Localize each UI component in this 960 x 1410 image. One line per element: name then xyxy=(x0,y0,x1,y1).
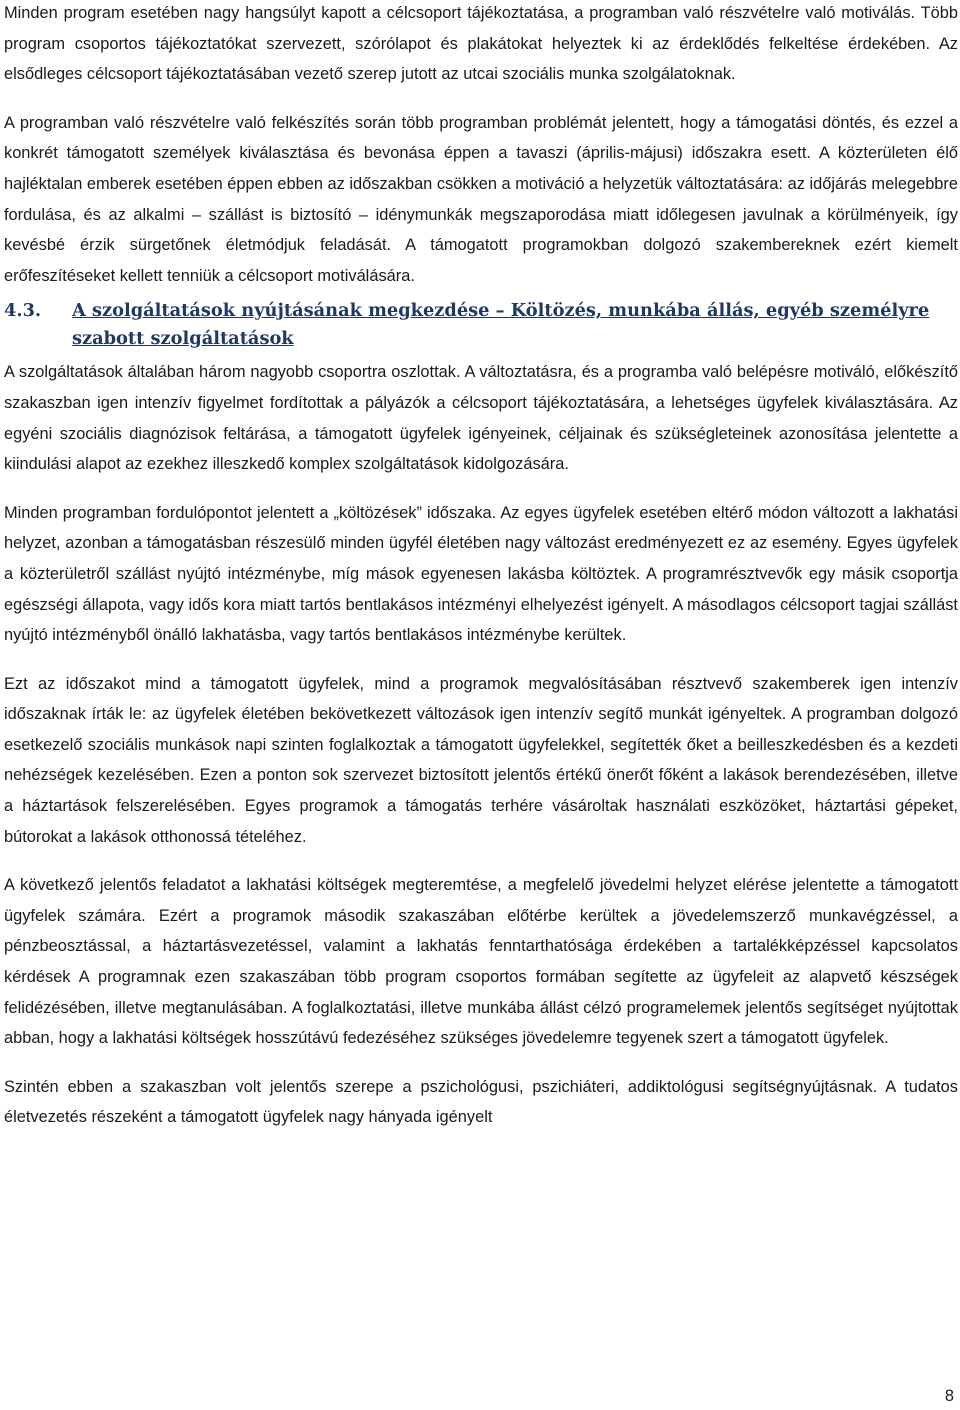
body-paragraph: A programban való részvételre való felkészítés során több programban problémát jelentett, hogy a támogatási döntés, és ezzel a konkrét támogatott személyek kiválasztása és bevonása éppen a tavaszi (április-májusi) időszakra esett. A közterületen élő hajléktalan emberek esetében éppen ebben az időszakban csökken a motiváció a helyzetük változtatására: az időjárás melegebbre fordulása, és az alkalmi – szállást is biztosító – idénymunkák megszaporodása miatt időlegesen javulnak a körülményeik, így kevésbé érzik sürgetőnek életmódjuk feladását. A támogatott programokban dolgozó szakembereknek ezért kiemelt erőfeszítéseket kellett tenniük a célcsoport motiválására. xyxy=(4,113,958,285)
paragraph-gap xyxy=(4,852,958,870)
paragraph-gap xyxy=(4,1054,958,1072)
document-page xyxy=(4,0,958,1133)
body-paragraph: Minden program esetében nagy hangsúlyt kapott a célcsoport tájékoztatása, a programban való részvételre való motiválás. Több program csoportos tájékoztatókat szervezett, szórólapot és plakátokat helyeztek ki az érdeklődés felkeltése érdekében. Az elsődleges célcsoport tájékoztatásában vezető szerep jutott az utcai szociális munka szolgálatoknak. xyxy=(4,4,958,84)
body-paragraph: Ezt az időszakot mind a támogatott ügyfelek, mind a programok megvalósításában résztvevő szakemberek igen intenzív időszaknak írták le: az ügyfelek életében bekövetkezett változások igen intenzív segítő munkát igényeltek. A programban dolgozó esetkezelő szociális munkások napi szinten foglalkoztak a támogatott ügyfelekkel, segítették őket a beilleszkedésben és a kezdeti nehézségek kezelésében. Ezen a ponton sok szervezet biztosított jelentős értékű önerőt főként a lakások berendezésében, illetve a háztartások felszerelésében. Egyes programok a támogatás terhére vásároltak használati eszközöket, háztartási gépeket, bútorokat a lakások otthonossá tételéhez. xyxy=(4,674,958,846)
body-paragraph: Szintén ebben a szakaszban volt jelentős szerepe a pszichológusi, pszichiáteri, addiktológusi segítségnyújtásnak. A tudatos életvezetés részeként a támogatott ügyfelek nagy hányada igényelt xyxy=(4,1077,958,1127)
section-title xyxy=(72,297,958,353)
section-heading xyxy=(4,297,958,353)
body-paragraph: A szolgáltatások általában három nagyobb csoportra oszlottak. A változtatásra, és a programba való belépésre motiváló, előkészítő szakaszban igen intenzív figyelmet fordítottak a pályázók a célcsoport tájékoztatására, a lehetséges ügyfelek kiválasztására. Az egyéni szociális diagnózisok feltárása, a támogatott ügyfelek igényeinek, céljainak és szükségleteinek azonosítása jelentette a kiindulási alapot az ezekhez illeszkedő komplex szolgáltatások kidolgozására. xyxy=(4,363,958,474)
paragraph-gap xyxy=(4,480,958,498)
section-number: 4.3. xyxy=(4,300,42,322)
page-number: 8 xyxy=(944,1387,954,1405)
body-paragraph: A következő jelentős feladatot a lakhatási költségek megteremtése, a megfelelő jövedelmi helyzet elérése jelentette a támogatott ügyfelek számára. Ezért a programok második szakaszában előtérbe kerültek a jövedelemszerző munkavégzéssel, a pénzbeosztással, a háztartásvezetéssel, valamint a lakhatás fenntarthatósága érdekében a tartalékképzéssel kapcsolatos kérdések A programnak ezen szakaszában több program csoportos formában segítette az ügyfeleit az alapvető készségek felidézésében, illetve megtanulásában. A foglalkoztatási, illetve munkába állást célzó programelemek jelentős segítséget nyújtottak abban, hogy a lakhatási költségek hosszútávú fedezéséhez szükséges jövedelemre tegyenek szert a támogatott ügyfelek. xyxy=(4,876,958,1048)
section-title-text: A szolgáltatások nyújtásának megkezdése – Költözés, munkába állás, egyéb személyre szabott szolgáltatások xyxy=(72,300,930,350)
body-paragraph: Minden programban fordulópontot jelentett a „költözések” időszaka. Az egyes ügyfelek esetében eltérő módon változott a lakhatási helyzet, azonban a támogatásban részesülő minden ügyfél életében nagy változást eredményezett ez az esemény. Egyes ügyfelek a közterületről szállást nyújtó intézménybe, míg mások egyenesen lakásba költöztek. A programrésztvevők egy másik csoportja egészségi állapota, vagy idős kora miatt tartós bentlakásos intézményi elhelyezést igényelt. A másodlagos célcsoport tagjai szállást nyújtó intézményből önálló lakhatásba, vagy tartós bentlakásos intézménybe kerültek. xyxy=(4,503,958,645)
paragraph-gap xyxy=(4,90,958,108)
paragraph-gap xyxy=(4,651,958,669)
